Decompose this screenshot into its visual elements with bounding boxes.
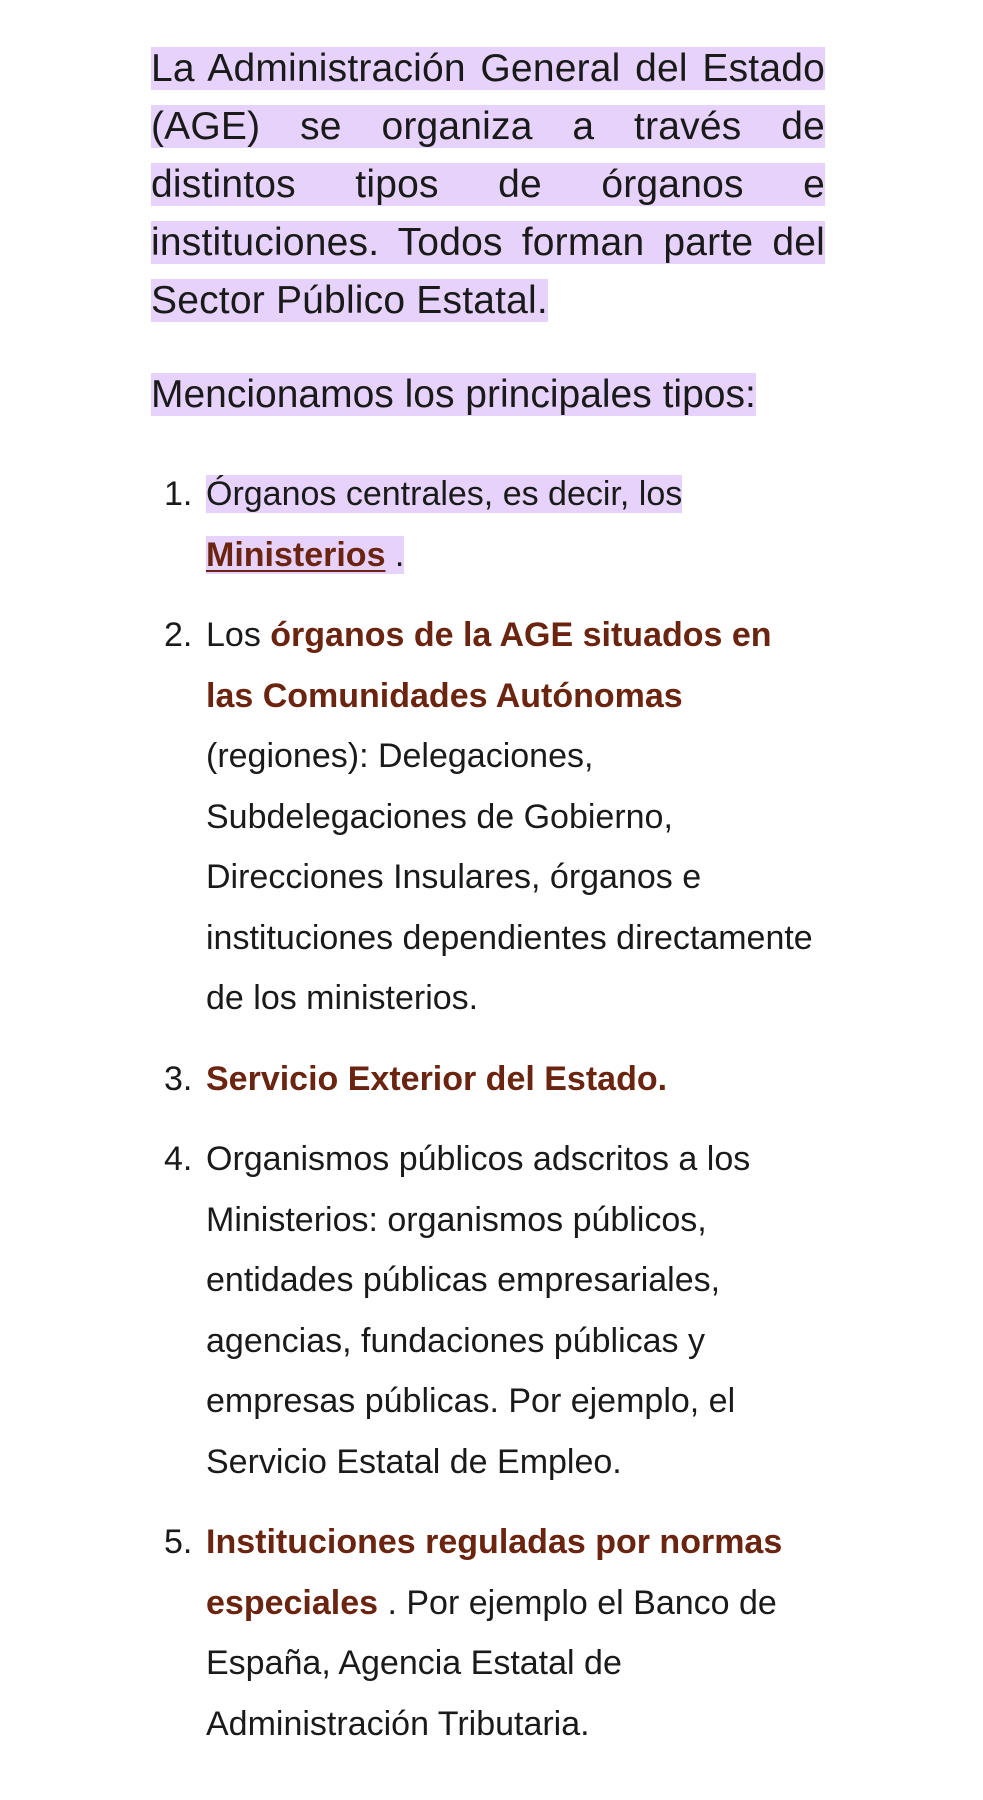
list-item <box>151 464 825 585</box>
list-item <box>151 605 825 1029</box>
lead-paragraph <box>151 366 825 424</box>
item-number: 3. <box>164 1059 193 1098</box>
ministerios-link[interactable]: Ministerios <box>206 535 386 574</box>
item-text: Órganos centrales, es decir, los <box>206 475 683 513</box>
list-item <box>151 1129 825 1492</box>
item-bold-text: Instituciones reguladas por normas especiales <box>206 1523 783 1622</box>
item-text-after: . Por ejemplo el Banco de España, Agencia Estatal de Administración Tributaria. <box>206 1583 777 1743</box>
article-content <box>151 40 825 1774</box>
list-item <box>151 1049 825 1110</box>
intro-paragraph <box>151 40 825 330</box>
item-number: 2. <box>164 616 193 654</box>
lead-text: Mencionamos los principales tipos: <box>151 373 756 416</box>
item-text: Los <box>206 616 271 654</box>
item-text: Organismos públicos adscritos a los Ministerios: organismos públicos, entidades públicas empresariales, agencias, fundaciones públicas y empresas públicas. Por ejemplo, el Servicio Estatal de Empleo. <box>206 1140 751 1481</box>
item-highlight <box>206 475 682 574</box>
item-number: 5. <box>164 1523 193 1561</box>
item-bold-text: Servicio Exterior del Estado. <box>206 1059 668 1098</box>
list-item <box>151 1512 825 1754</box>
types-list <box>151 464 825 1754</box>
intro-text: La Administración General del Estado (AGE) se organiza a través de distintos tipos de órganos e instituciones. Todos forman parte del Sector Público Estatal. <box>151 47 825 322</box>
item-bold-text: órganos de la AGE situados en las Comunidades Autónomas <box>206 616 772 715</box>
item-text-after: (regiones): Delegaciones, Subdelegaciones de Gobierno, Direcciones Insulares, órganos e instituciones dependientes directamente de los ministerios. <box>206 737 813 1017</box>
item-text-after: . <box>385 535 405 574</box>
item-number: 4. <box>164 1140 193 1178</box>
item-number: 1. <box>164 475 193 513</box>
